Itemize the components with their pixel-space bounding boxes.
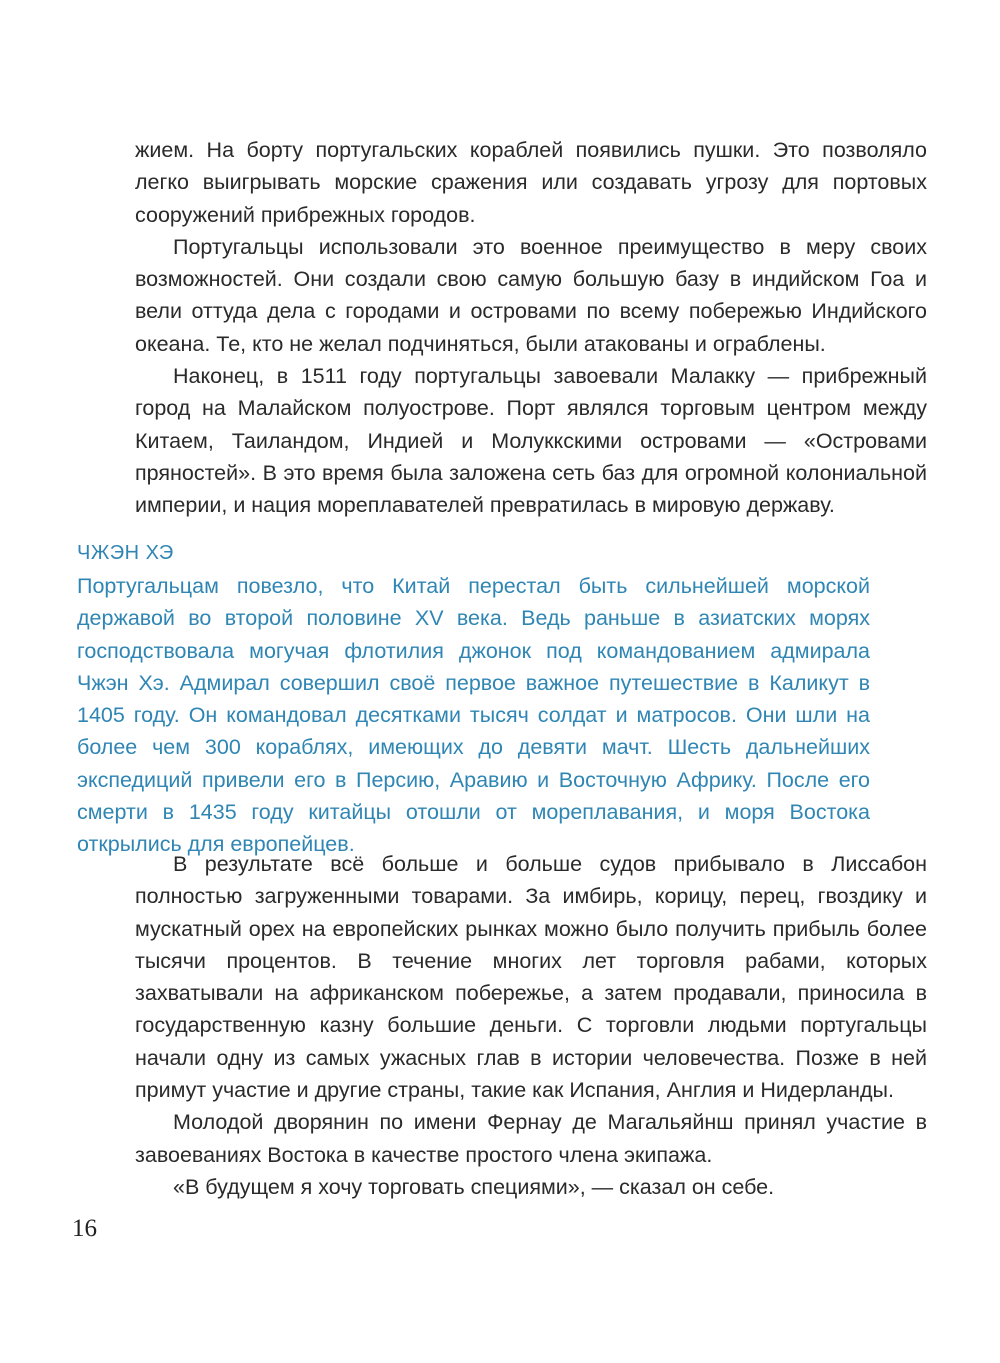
paragraph: В результате всё больше и больше судов прибывало в Лиссабон полностью загруженными товарами. За имбирь, корицу, перец, гвоздику и мускатный орех на европейских рынках можно было получить прибыль более тысячи процентов. В течение многих лет торговля рабами, которых захватывали на африканском побережье, а затем продавали, приносила в государственную казну большие деньги. С торговли людьми португальцы начали одну из самых ужасных глав в истории человечества. Позже в ней примут участие и другие страны, такие как Испания, Англия и Нидерланды. [135,852,927,1103]
sidebar-box [77,538,870,861]
paragraph: Молодой дворянин по имени Фернау де Магальяйнш принял участие в завоеваниях Востока в качестве простого члена экипажа. [135,1110,927,1167]
main-text-block [135,134,927,522]
paragraph: Наконец, в 1511 году португальцы завоевали Малакку — прибрежный город на Малайском полуострове. Порт являлся торговым центром между Китаем, Таиландом, Индией и Молуккскими островами — «Островами пряностей». В это время была заложена сеть баз для огромной колониальной империи, и нация мореплавателей превратилась в мировую державу. [135,364,927,518]
paragraph: «В будущем я хочу торговать специями», — сказал он себе. [173,1174,775,1199]
page-number: 16 [72,1215,97,1242]
paragraph: Португальцы использовали это военное преимущество в меру своих возможностей. Они создали свою самую большую базу в индийском Гоа и вели оттуда дела с городами и островами по всему побережью Индийского океана. Те, кто не желал подчиняться, были атакованы и ограблены. [135,234,927,356]
paragraph: жием. На борту португальских кораблей появились пушки. Это позволяло легко выигрывать морские сражения или создавать угрозу для портовых сооружений прибрежных городов. [135,138,927,227]
sidebar-body: Португальцам повезло, что Китай перестал быть сильнейшей морской державой во второй половине XV века. Ведь раньше в азиатских морях господствовала могучая флотилия джонок под командованием адмирала Чжэн Хэ. Адмирал совершил своё первое важное путешествие в Каликут в 1405 году. Он командовал десятками тысяч солдат и матросов. Они шли на более чем 300 кораблях, имеющих до девяти мачт. Шесть дальнейших экспедиций привели его в Персию, Аравию и Восточную Африку. После его смерти в 1435 году китайцы отошли от мореплавания, и моря Востока открылись для европейцев. [77,574,870,857]
sidebar-title: ЧЖЭН ХЭ [77,542,174,564]
continued-text-block [135,848,927,1203]
